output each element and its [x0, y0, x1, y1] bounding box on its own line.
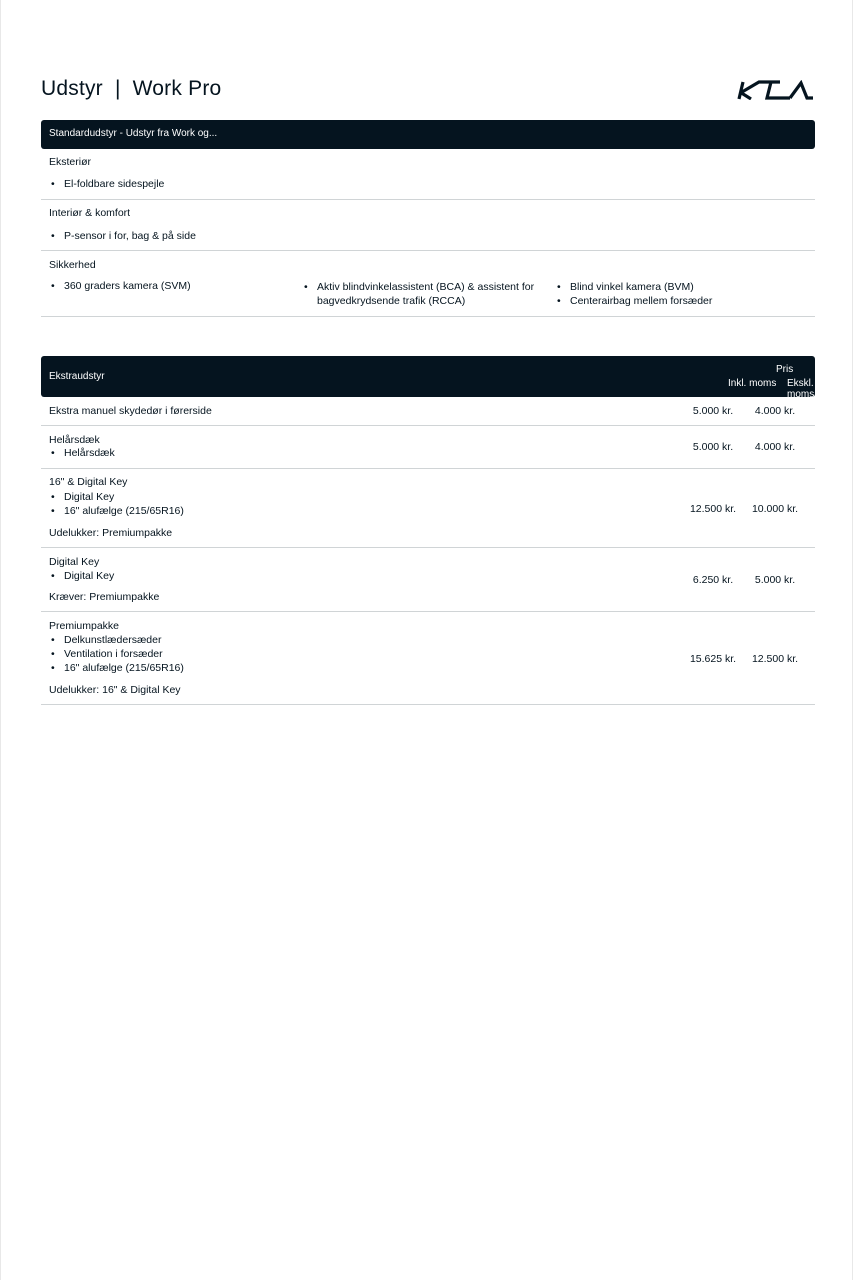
- option-name: Helårsdæk: [49, 434, 100, 446]
- option-name: 16" & Digital Key: [49, 476, 128, 488]
- price-incl: 12.500 kr.: [689, 503, 737, 515]
- extra-equipment-bar: [41, 356, 815, 400]
- option-note: Udelukker: 16" & Digital Key: [49, 684, 181, 696]
- option-name: Premiumpakke: [49, 620, 120, 632]
- extra-equipment-label: Ekstraudstyr: [49, 371, 105, 382]
- list-item: • Blind vinkel kamera (BVM): [570, 280, 694, 295]
- page-title: Udstyr | Work Pro: [41, 77, 222, 100]
- standard-equipment-bar: [41, 120, 815, 149]
- section-label-exterior: Eksteriør: [49, 156, 91, 168]
- list-item-continuation: bagvedkrydsende trafik (RCCA): [317, 295, 466, 307]
- list-item: • P-sensor i for, bag & på side: [64, 229, 196, 244]
- price-incl: 5.000 kr.: [692, 441, 734, 453]
- price-excl-vat-header: Ekskl. moms: [787, 378, 815, 400]
- kia-logo: [737, 80, 815, 100]
- list-item: • El-foldbare sidespejle: [64, 177, 164, 192]
- price-incl-vat-header: Inkl. moms: [728, 378, 777, 389]
- price-excl: 5.000 kr.: [754, 574, 796, 586]
- option-name: Ekstra manuel skydedør i førerside: [49, 405, 212, 417]
- divider: [41, 547, 815, 548]
- price-excl: 4.000 kr.: [754, 441, 796, 453]
- list-item: • Ventilation i forsæder: [64, 647, 163, 662]
- price-header: Pris: [776, 364, 794, 375]
- price-excl: 12.500 kr.: [751, 653, 799, 665]
- price-excl: 10.000 kr.: [751, 503, 799, 515]
- list-item: • Aktiv blindvinkelassistent (BCA) & assistent for: [317, 280, 534, 295]
- divider: [41, 316, 815, 317]
- list-item: • Helårsdæk: [64, 446, 115, 461]
- list-item: • 16" alufælge (215/65R16): [64, 504, 184, 519]
- list-item: • Digital Key: [64, 569, 114, 584]
- divider: [41, 704, 815, 705]
- standard-equipment-label: Standardudstyr - Udstyr fra Work og...: [49, 128, 218, 139]
- section-label-interior: Interiør & komfort: [49, 207, 131, 219]
- section-label-safety: Sikkerhed: [49, 259, 96, 271]
- price-incl: 15.625 kr.: [689, 653, 737, 665]
- option-note: Kræver: Premiumpakke: [49, 591, 160, 603]
- price-excl: 4.000 kr.: [754, 405, 796, 417]
- price-incl: 5.000 kr.: [692, 405, 734, 417]
- divider: [41, 611, 815, 612]
- list-item: • Centerairbag mellem forsæder: [570, 294, 712, 309]
- divider: [41, 250, 815, 251]
- list-item: • 16" alufælge (215/65R16): [64, 661, 184, 676]
- list-item: • Delkunstlædersæder: [64, 633, 161, 648]
- price-incl: 6.250 kr.: [692, 574, 734, 586]
- option-note: Udelukker: Premiumpakke: [49, 527, 173, 539]
- list-item: • 360 graders kamera (SVM): [64, 279, 191, 294]
- option-name: Digital Key: [49, 556, 100, 568]
- list-item: • Digital Key: [64, 490, 114, 505]
- divider: [41, 468, 815, 469]
- divider: [41, 199, 815, 200]
- divider: [41, 425, 815, 426]
